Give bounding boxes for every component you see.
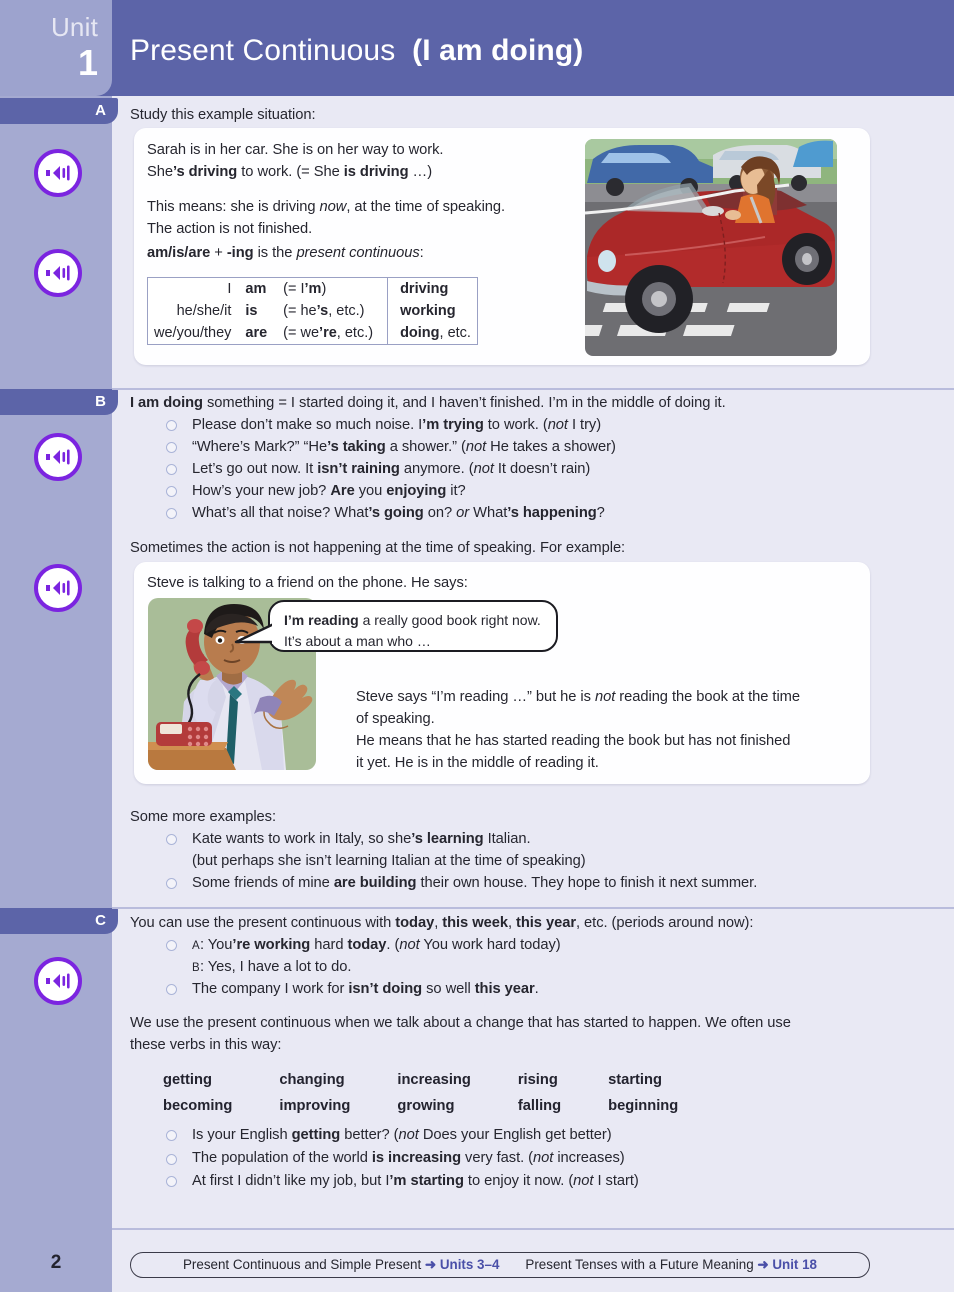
text-run: ’s going	[368, 505, 424, 521]
text-run: Please don’t make so much noise. I	[192, 417, 423, 433]
cell-ing: working	[388, 300, 478, 322]
cell-be: are	[245, 325, 268, 341]
bullet-marker	[166, 940, 177, 951]
bullet-marker	[166, 1154, 177, 1165]
text-run: I start)	[593, 1173, 639, 1189]
text-run: Are	[330, 483, 355, 499]
bullet-marker	[166, 420, 177, 431]
text-run: this week	[442, 915, 508, 931]
page-title-bold: (I am doing)	[412, 34, 584, 67]
verb-cell: rising	[517, 1072, 558, 1088]
text-run: today	[395, 915, 435, 931]
list-item	[192, 934, 882, 957]
bullet-marker	[166, 442, 177, 453]
verb-list	[160, 1066, 724, 1120]
text-run: on?	[423, 505, 457, 521]
section-tab-b: B	[0, 389, 118, 415]
text-run: this year	[516, 915, 576, 931]
bullet-marker	[166, 984, 177, 995]
page-title-plain: Present Continuous	[130, 34, 396, 67]
speaker-icon	[45, 971, 71, 991]
bullet-marker	[166, 834, 177, 845]
section-c-change-text: We use the present continuous when we talk about a change that has started to happen. We often use these verbs in this way:	[130, 1015, 791, 1053]
text-run: ’re working	[232, 937, 311, 953]
text-run: is increasing	[371, 1150, 462, 1166]
verb-cell: getting	[163, 1072, 212, 1088]
section-c-lead	[130, 912, 875, 934]
unit-label: Unit	[50, 12, 98, 42]
section-divider-ab	[112, 388, 954, 390]
cell-contraction: (= I’m)	[283, 281, 327, 297]
text-run: their own house. They hope to finish it next summer.	[416, 875, 758, 891]
verb-cell: beginning	[608, 1098, 679, 1114]
steve-explanation: Steve says “I’m reading …” but he is not reading the book at the time of speaking. He means that he has started reading the book but has not finished it yet. He is in the middle of reading it.	[356, 689, 800, 771]
xref-2-link[interactable]: Unit 18	[768, 1257, 817, 1272]
conjugation-table	[147, 277, 478, 345]
verb-cell: changing	[279, 1072, 345, 1088]
audio-button-b1[interactable]	[34, 433, 82, 481]
arrow-icon: ➜	[757, 1257, 769, 1272]
text-run: He takes a shower)	[486, 439, 616, 455]
text-run: ’m trying	[422, 417, 484, 433]
section-c-bullet-company	[192, 978, 882, 1000]
text-run: better? (	[340, 1127, 399, 1143]
audio-button-b2[interactable]	[34, 564, 82, 612]
verb-cell: starting	[608, 1072, 662, 1088]
unit-title-bar	[118, 14, 954, 92]
text-run: or	[456, 505, 470, 521]
section-a-para2: This means: she is driving now, at the time of speaking. The action is not finished.	[147, 199, 506, 237]
text-run: to enjoy it now. (	[463, 1173, 574, 1189]
text-run: Is your English	[192, 1127, 292, 1143]
section-tab-a: A	[0, 98, 118, 124]
bullet-marker	[166, 878, 177, 889]
list-item	[192, 978, 882, 1000]
cell-pronoun: he/she/it	[176, 303, 232, 319]
cell-ing: driving	[388, 278, 478, 301]
bullet-marker	[166, 1176, 177, 1187]
audio-button-a1[interactable]	[34, 149, 82, 197]
text-run: not	[465, 439, 487, 455]
list-item	[192, 480, 882, 502]
text-run: A	[192, 940, 200, 952]
bullet-marker	[166, 508, 177, 519]
text-run: anymore. (	[399, 461, 474, 477]
section-tab-c: C	[0, 908, 118, 934]
unit-number: 1	[77, 42, 98, 83]
section-b-more-bullet-2	[192, 872, 882, 894]
section-b-bullet-list	[192, 414, 882, 524]
text-run: increases)	[553, 1150, 625, 1166]
text-run: today	[347, 937, 387, 953]
speaker-icon	[45, 447, 71, 467]
audio-button-a2[interactable]	[34, 249, 82, 297]
text-run: isn’t raining	[317, 461, 400, 477]
text-run: this year	[474, 981, 535, 997]
speaker-icon	[45, 263, 71, 283]
list-item	[192, 502, 882, 524]
section-divider-footer	[112, 1228, 954, 1230]
text-run: ’s happening	[507, 505, 597, 521]
text-run: ,	[434, 915, 443, 931]
text-run: Does your English get better)	[418, 1127, 612, 1143]
xref-1-link[interactable]: Units 3–4	[436, 1257, 500, 1272]
cell-be: am	[245, 281, 267, 297]
section-b-mid-note: Sometimes the action is not happening at the time of speaking. For example:	[130, 540, 626, 556]
cell-pronoun: we/you/they	[154, 325, 232, 341]
text-run: ?	[596, 505, 605, 521]
page-number: 2	[50, 1252, 62, 1273]
text-run: Italian.	[483, 831, 531, 847]
text-run: What’s all that noise? What	[192, 505, 369, 521]
section-c-final-bullets	[192, 1124, 882, 1193]
steve-intro: Steve is talking to a friend on the phone. He says:	[147, 575, 468, 591]
section-divider-bc	[112, 907, 954, 909]
speech-bubble-tail	[234, 620, 280, 650]
text-run: very fast. (	[461, 1150, 534, 1166]
section-b-lead: I am doing something = I started doing it, and I haven’t finished. I’m in the middle of doing it.	[130, 395, 726, 411]
table-row	[148, 278, 478, 301]
text-run: It doesn’t rain)	[493, 461, 591, 477]
section-c-dialog-b	[192, 956, 882, 979]
xref-2-text: Present Tenses with a Future Meaning	[525, 1257, 758, 1272]
section-a-para1: Sarah is in her car. She is on her way to work. She’s driving to work. (= She is driving …)	[147, 142, 444, 180]
section-b-more-bullet-1	[192, 828, 882, 850]
text-run: not	[473, 461, 494, 477]
text-run: to work. (	[483, 417, 548, 433]
text-run: not	[547, 417, 568, 433]
list-item	[192, 1147, 882, 1170]
bullet-marker	[166, 486, 177, 497]
list-item	[192, 414, 882, 436]
section-b-more-sub: (but perhaps she isn’t learning Italian at the time of speaking)	[192, 853, 586, 869]
cell-ing: doing, etc.	[388, 322, 478, 345]
text-run: ’m starting	[389, 1173, 464, 1189]
section-a-intro: Study this example situation:	[130, 107, 316, 123]
arrow-icon: ➜	[424, 1257, 437, 1272]
text-run: ’s learning	[411, 831, 484, 847]
cell-contraction: (= we’re, etc.)	[283, 325, 374, 341]
text-run: Some friends of mine	[192, 875, 334, 891]
text-run: You work hard today)	[419, 937, 561, 953]
cell-contraction: (= he’s, etc.)	[283, 303, 365, 319]
verb-row	[162, 1094, 722, 1118]
text-run: not	[533, 1150, 554, 1166]
text-run: The population of the world	[192, 1150, 372, 1166]
list-item	[130, 912, 875, 934]
verb-cell: becoming	[163, 1098, 233, 1114]
text-run: hard	[310, 937, 348, 953]
cell-pronoun: I	[227, 281, 232, 297]
verb-cell: improving	[279, 1098, 351, 1114]
text-run: enjoying	[386, 483, 447, 499]
text-run: : Yes, I have a lot to do.	[199, 959, 352, 975]
text-run: .	[534, 981, 539, 997]
text-run: not	[573, 1173, 594, 1189]
text-run: ,	[507, 915, 517, 931]
text-run: ’s taking	[327, 439, 386, 455]
car-illustration	[585, 139, 837, 356]
list-item	[192, 436, 882, 458]
text-run: you	[354, 483, 387, 499]
list-item	[192, 1170, 882, 1193]
text-run: B	[192, 962, 200, 974]
page-title	[130, 34, 583, 68]
list-item	[192, 872, 882, 894]
text-run: isn’t doing	[348, 981, 423, 997]
xref-1-text: Present Continuous and Simple Present	[182, 1257, 425, 1272]
cell-be: is	[245, 303, 258, 319]
text-run: Kate wants to work in Italy, so she	[192, 831, 412, 847]
text-run: At first I didn’t like my job, but I	[192, 1173, 390, 1189]
text-run: I try)	[567, 417, 602, 433]
text-run: . (	[386, 937, 400, 953]
text-run: it?	[446, 483, 466, 499]
text-run: so well	[422, 981, 475, 997]
text-run: Let’s go out now. It	[192, 461, 318, 477]
verb-cell: falling	[517, 1098, 562, 1114]
verb-cell: increasing	[397, 1072, 471, 1088]
list-item	[192, 458, 882, 480]
text-run: “Where’s Mark?” “He	[192, 439, 328, 455]
text-run: What	[469, 505, 508, 521]
text-run: : You	[199, 937, 233, 953]
list-item	[192, 1124, 882, 1147]
cross-reference-bar	[130, 1252, 870, 1278]
list-item	[192, 956, 882, 979]
speaker-icon	[45, 163, 71, 183]
unit-badge	[0, 0, 112, 96]
text-run: You can use the present continuous with	[130, 915, 396, 931]
text-run: How’s your new job?	[192, 483, 331, 499]
verb-row	[162, 1068, 722, 1092]
bullet-marker	[166, 1130, 177, 1141]
speech-bubble: I’m reading a really good book right now. It’s about a man who …	[268, 600, 558, 652]
text-run: are building	[333, 875, 417, 891]
speaker-icon	[45, 578, 71, 598]
section-a-rule: am/is/are + -ing is the present continuous:	[147, 245, 424, 261]
text-run: a shower.” (	[385, 439, 466, 455]
section-c-dialog-a	[192, 934, 882, 957]
table-row	[148, 300, 478, 322]
text-run: getting	[291, 1127, 341, 1143]
audio-button-c1[interactable]	[34, 957, 82, 1005]
bullet-marker	[166, 464, 177, 475]
text-run: not	[399, 937, 420, 953]
text-run: The company I work for	[192, 981, 349, 997]
section-b-more-label: Some more examples:	[130, 809, 276, 825]
list-item	[192, 828, 882, 850]
table-row	[148, 322, 478, 345]
text-run: , etc. (periods around now):	[575, 915, 754, 931]
verb-cell: growing	[397, 1098, 455, 1114]
text-run: not	[398, 1127, 419, 1143]
